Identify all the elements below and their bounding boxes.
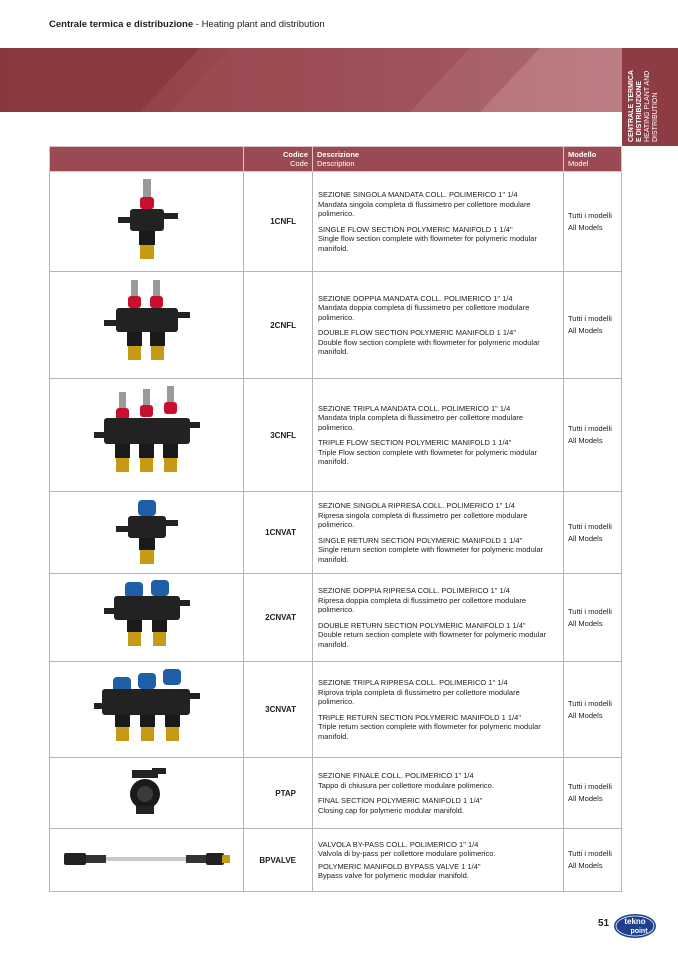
product-model bbox=[564, 829, 622, 892]
model-en: All Models bbox=[568, 794, 603, 803]
single-flow-manifold-icon bbox=[112, 177, 182, 265]
side-tab-line1: CENTRALE TERMICA bbox=[628, 70, 635, 142]
product-description bbox=[313, 829, 564, 892]
logo-word2: point bbox=[630, 928, 648, 935]
product-table bbox=[49, 146, 622, 892]
desc-title-en: TRIPLE FLOW SECTION POLYMERIC MANIFOLD 1 1/4" bbox=[318, 438, 512, 447]
product-model bbox=[564, 172, 622, 272]
side-tab-line4: DISTRIBUTION bbox=[652, 92, 659, 142]
double-return-manifold-icon bbox=[102, 578, 192, 656]
triple-return-manifold-icon bbox=[92, 667, 202, 751]
header-model-en: Model bbox=[568, 159, 589, 168]
model-it: Tutti i modelli bbox=[568, 782, 612, 791]
desc-title-it: SEZIONE FINALE COLL. POLIMERICO 1" 1/4 bbox=[318, 771, 474, 780]
header-code-it: Codice bbox=[282, 150, 308, 159]
desc-text-it: Ripresa singola completa di flussimetro per collettore modulare polimerico. bbox=[318, 510, 528, 529]
header-desc-it: Descrizione bbox=[317, 150, 360, 159]
header-code-en: Code bbox=[290, 159, 308, 168]
desc-title-it: VALVOLA BY-PASS COLL. POLIMERICO 1" 1/4 bbox=[318, 839, 479, 849]
model-en: All Models bbox=[568, 710, 603, 720]
table-row bbox=[50, 829, 622, 892]
product-description bbox=[313, 662, 564, 758]
double-flow-manifold-icon bbox=[102, 278, 192, 370]
model-en: All Models bbox=[568, 222, 603, 232]
desc-text-it: Mandata doppia completa di flussimetro per collettore modulare polimerico. bbox=[318, 303, 530, 322]
product-image-2cnfl bbox=[50, 272, 244, 379]
product-code: 3CNVAT bbox=[244, 662, 313, 758]
section-side-tab bbox=[622, 48, 678, 146]
desc-text-it: Mandata singola completa di flussimetro per collettore modulare polimerico. bbox=[318, 199, 531, 218]
desc-title-it: SEZIONE DOPPIA RIPRESA COLL. POLIMERICO 1" 1/4 bbox=[318, 586, 510, 595]
single-return-manifold-icon bbox=[112, 496, 182, 568]
product-image-ptap bbox=[50, 758, 244, 829]
table-row bbox=[50, 574, 622, 662]
triple-flow-manifold-icon bbox=[92, 384, 202, 484]
model-it: Tutti i modelli bbox=[568, 849, 612, 858]
product-description bbox=[313, 272, 564, 379]
bypass-valve-icon bbox=[62, 839, 232, 879]
product-description bbox=[313, 172, 564, 272]
product-image-bpvalve bbox=[50, 829, 244, 892]
desc-title-en: FINAL SECTION POLYMERIC MANIFOLD 1 1/4" bbox=[318, 796, 483, 805]
desc-text-it: Tappo di chiusura per collettore modulare polimerico. bbox=[318, 780, 494, 790]
product-model bbox=[564, 492, 622, 574]
product-model bbox=[564, 574, 622, 662]
desc-text-en: Bypass valve for polymeric modular manifold. bbox=[318, 871, 469, 880]
product-image-2cnvat bbox=[50, 574, 244, 662]
product-image-1cnfl bbox=[50, 172, 244, 272]
desc-text-en: Triple return section complete with flowmeter for polymeric modular manifold. bbox=[318, 722, 541, 741]
product-model bbox=[564, 272, 622, 379]
page-title-en: Heating plant and distribution bbox=[201, 19, 325, 30]
product-image-3cnfl bbox=[50, 379, 244, 492]
table-row bbox=[50, 492, 622, 574]
product-code: 3CNFL bbox=[244, 379, 313, 492]
desc-title-en: DOUBLE RETURN SECTION POLYMERIC MANIFOLD 1 1/4" bbox=[318, 620, 526, 630]
desc-text-it: Valvola di by-pass per collettore modulare polimerico. bbox=[318, 849, 496, 858]
product-image-1cnvat bbox=[50, 492, 244, 574]
product-code: 2CNVAT bbox=[244, 574, 313, 662]
desc-title-it: SEZIONE TRIPLA MANDATA COLL. POLIMERICO 1" 1/4 bbox=[318, 403, 511, 413]
desc-title-en: SINGLE RETURN SECTION POLYMERIC MANIFOLD 1 1/4" bbox=[318, 535, 523, 545]
desc-text-en: Double return section complete with flowmeter for polymeric modular manifold. bbox=[318, 630, 547, 649]
model-en: All Models bbox=[568, 436, 603, 445]
decorative-banner bbox=[0, 48, 622, 112]
model-it: Tutti i modelli bbox=[568, 698, 612, 708]
desc-title-it: SEZIONE DOPPIA MANDATA COLL. POLIMERICO 1" 1/4 bbox=[318, 293, 513, 303]
product-description bbox=[313, 379, 564, 492]
header-model-it: Modello bbox=[568, 150, 597, 159]
table-row bbox=[50, 172, 622, 272]
product-description bbox=[313, 492, 564, 574]
desc-title-it: SEZIONE TRIPLA RIPRESA COLL. POLIMERICO 1" 1/4 bbox=[318, 678, 508, 687]
side-tab-line2: E DISTRIBUZIONE bbox=[636, 80, 643, 142]
header-description bbox=[313, 147, 564, 172]
model-en: All Models bbox=[568, 533, 603, 543]
header-code bbox=[244, 147, 313, 172]
desc-text-it: Riprova tripla completa di flussimetro per collettore modulare polimerico. bbox=[318, 687, 520, 706]
product-code: 1CNFL bbox=[244, 172, 313, 272]
product-description bbox=[313, 574, 564, 662]
desc-title-it: SEZIONE SINGOLA RIPRESA COLL. POLIMERICO 1" 1/4 bbox=[318, 501, 515, 510]
model-en: All Models bbox=[568, 326, 603, 335]
model-en: All Models bbox=[568, 861, 603, 870]
table-row bbox=[50, 272, 622, 379]
page-title-it: Centrale termica e distribuzione bbox=[49, 19, 194, 30]
table-header-row bbox=[50, 147, 622, 172]
page-number: 51 bbox=[598, 918, 610, 929]
desc-title-en: SINGLE FLOW SECTION POLYMERIC MANIFOLD 1 1/4" bbox=[318, 224, 513, 234]
product-code: BPVALVE bbox=[244, 829, 313, 892]
model-it: Tutti i modelli bbox=[568, 521, 612, 531]
product-code: PTAP bbox=[244, 758, 313, 829]
header-desc-en: Description bbox=[317, 159, 355, 168]
product-code: 1CNVAT bbox=[244, 492, 313, 574]
side-tab-line3: HEATING PLANT AND bbox=[644, 70, 651, 142]
teknopoint-logo bbox=[613, 912, 657, 940]
page-title-separator: - bbox=[193, 19, 202, 30]
table-row bbox=[50, 379, 622, 492]
desc-title-en: POLYMERIC MANIFOLD BYPASS VALVE 1 1/4" bbox=[318, 861, 481, 871]
product-image-3cnvat bbox=[50, 662, 244, 758]
product-model bbox=[564, 662, 622, 758]
desc-text-en: Closing cap for polymeric modular manifold. bbox=[318, 805, 464, 815]
desc-title-en: TRIPLE RETURN SECTION POLYMERIC MANIFOLD 1 1/4" bbox=[318, 712, 521, 722]
table-row bbox=[50, 662, 622, 758]
desc-text-it: Mandata tripla completa di flussimetro per collettore modulare polimerico. bbox=[318, 413, 524, 432]
desc-text-en: Double flow section complete with flowmeter for polymeric modular manifold. bbox=[318, 337, 540, 356]
desc-text-en: Triple Flow section complete with flowmeter for polymeric modular manifold. bbox=[318, 447, 537, 466]
desc-title-en: DOUBLE FLOW SECTION POLYMERIC MANIFOLD 1 1/4" bbox=[318, 328, 516, 337]
page-title bbox=[49, 19, 325, 30]
header-model bbox=[564, 147, 622, 172]
model-en: All Models bbox=[568, 618, 603, 628]
desc-text-it: Ripresa doppia completa di flussimetro per collettore modulare polimerico. bbox=[318, 595, 527, 614]
closing-cap-icon bbox=[122, 764, 172, 820]
product-model bbox=[564, 758, 622, 829]
product-model bbox=[564, 379, 622, 492]
product-code: 2CNFL bbox=[244, 272, 313, 379]
model-it: Tutti i modelli bbox=[568, 314, 612, 323]
header-image-col bbox=[50, 147, 244, 172]
desc-text-en: Single flow section complete with flowmeter for polymeric modular manifold. bbox=[318, 234, 537, 253]
model-it: Tutti i modelli bbox=[568, 606, 612, 616]
logo-word1: tekno bbox=[624, 917, 646, 926]
model-it: Tutti i modelli bbox=[568, 424, 612, 433]
model-it: Tutti i modelli bbox=[568, 210, 612, 220]
table-row bbox=[50, 758, 622, 829]
desc-title-it: SEZIONE SINGOLA MANDATA COLL. POLIMERICO 1" 1/4 bbox=[318, 190, 518, 199]
desc-text-en: Single return section complete with flowmeter for polymeric modular manifold. bbox=[318, 545, 544, 564]
product-description bbox=[313, 758, 564, 829]
